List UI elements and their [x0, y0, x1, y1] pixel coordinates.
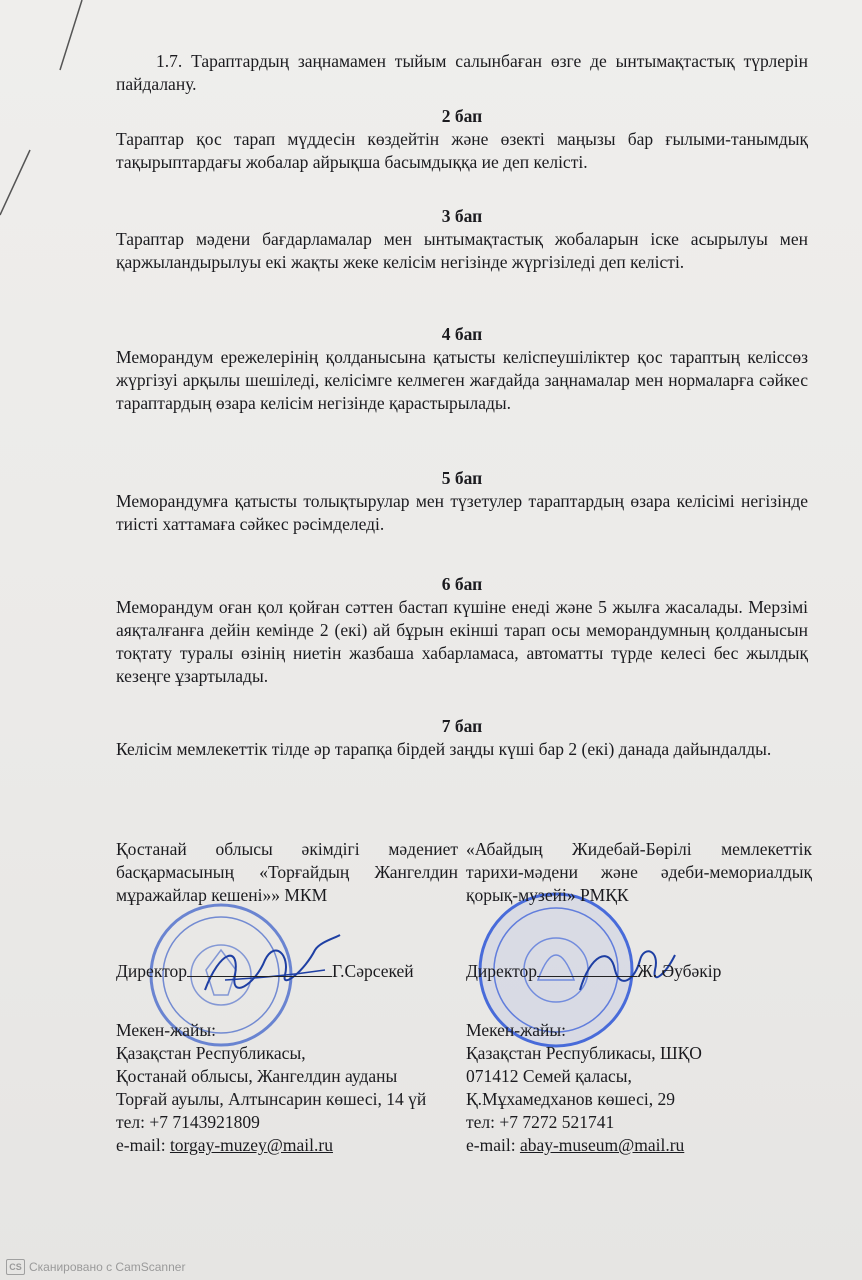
party-right-email-link[interactable]: abay-museum@mail.ru	[519, 1135, 685, 1155]
article-4-text: Меморандум ережелерінің қолданысына қатысты келіспеушіліктер қос тараптың келіссөз жүргізуі арқылы шешіледі, келісімге келмеген жағдайда заңнамалар мен нормаларға сәйкес тараптардың өзара келісім негізінде қарастырылады.	[116, 347, 808, 413]
article-3-heading: 3 бап	[441, 206, 483, 226]
party-right-director-line	[466, 960, 812, 983]
article-3-text: Тараптар мәдени бағдарламалар мен ынтымақтастық жобаларын іске асырылуы мен қаржыландырылуы екі жақты жеке келісім негізінде жүргізіледі деп келісті.	[116, 229, 808, 272]
article-5-heading: 5 бап	[441, 468, 483, 488]
article-4-heading: 4 бап	[441, 324, 483, 344]
party-right-email-row	[466, 1134, 812, 1157]
party-right-director-name: Ж. Әубәкір	[637, 961, 722, 981]
article-6-text: Меморандум оған қол қойған сәттен бастап күшіне енеді және 5 жылға жасалады. Мерзімі аяқталғанға дейін кемінде 2 (екі) ай бұрын екінші тарап осы меморандумның қолданысын тоқтату туралы өзінің ниетін жазбаша хабарламаса, автоматты түрде келесі бес жылдық кезеңге ұзартылады.	[116, 597, 808, 686]
party-right-director-label: Директор	[466, 961, 538, 981]
party-right-address-line: Қ.Мұхамедханов көшесі, 29	[466, 1089, 676, 1109]
item-1-7: 1.7. Тараптардың заңнамамен тыйым салынбаған өзге де ынтымақтастық түрлерін пайдалану.	[116, 51, 808, 94]
party-left-email-row	[116, 1134, 458, 1157]
article-6-heading: 6 бап	[441, 574, 483, 594]
scan-edge-mark	[0, 0, 90, 260]
party-left-director-label: Директор	[116, 961, 188, 981]
party-left-email-link[interactable]: torgay-muzey@mail.ru	[169, 1135, 333, 1155]
party-left	[116, 838, 458, 1157]
party-left-director-name: Г.Сәрсекей	[332, 961, 414, 981]
camscanner-footer-text: Сканировано с CamScanner	[29, 1260, 186, 1274]
party-left-address	[116, 1019, 458, 1157]
party-left-address-line: Торғай ауылы, Алтынсарин көшесі, 14 үй	[116, 1089, 427, 1109]
camscanner-footer	[0, 1254, 862, 1280]
party-left-signature-blank	[187, 960, 332, 977]
party-right-phone: тел: +7 7272 521741	[466, 1112, 615, 1132]
article-2-text: Тараптар қос тарап мүддесін көздейтін және өзекті маңызы бар ғылыми-танымдық тақырыптардағы жобалар айрықша басымдыққа ие деп келісті.	[116, 129, 808, 172]
camscanner-logo-icon: CS	[6, 1259, 25, 1275]
party-left-address-line: Қостанай облысы, Жангелдин ауданы	[116, 1066, 398, 1086]
party-right	[466, 838, 812, 1157]
article-5-text: Меморандумға қатысты толықтырулар мен түзетулер тараптардың өзара келісімі негізінде тиісті хаттамаға сәйкес рәсімделеді.	[116, 491, 808, 534]
party-right-address-line: Қазақстан Республикасы, ШҚО	[466, 1043, 702, 1063]
party-left-email-label: e-mail:	[116, 1135, 170, 1155]
party-right-signature-blank	[537, 960, 637, 977]
party-left-phone: тел: +7 7143921809	[116, 1112, 260, 1132]
party-right-email-label: e-mail:	[466, 1135, 520, 1155]
party-right-address-label: Мекен-жайы:	[466, 1020, 566, 1040]
article-2-heading: 2 бап	[441, 106, 483, 126]
party-left-name: Қостанай облысы әкімдігі мәдениет басқармасының «Торғайдың Жангелдин мұражайлар кешені»» МКМ	[116, 839, 458, 905]
party-right-address	[466, 1019, 812, 1157]
party-right-name: «Абайдың Жидебай-Бөрілі мемлекеттік тарихи-мәдени және әдеби-мемориалдық қорық-музейі» РМҚК	[466, 839, 812, 905]
party-left-address-label: Мекен-жайы:	[116, 1020, 216, 1040]
party-left-address-line: Қазақстан Республикасы,	[116, 1043, 306, 1063]
article-7-heading: 7 бап	[441, 716, 483, 736]
party-left-director-line	[116, 960, 458, 983]
article-7-text: Келісім мемлекеттік тілде әр тарапқа бірдей заңды күші бар 2 (екі) данада дайындалды.	[116, 739, 772, 759]
party-right-address-line: 071412 Семей қаласы,	[466, 1066, 632, 1086]
